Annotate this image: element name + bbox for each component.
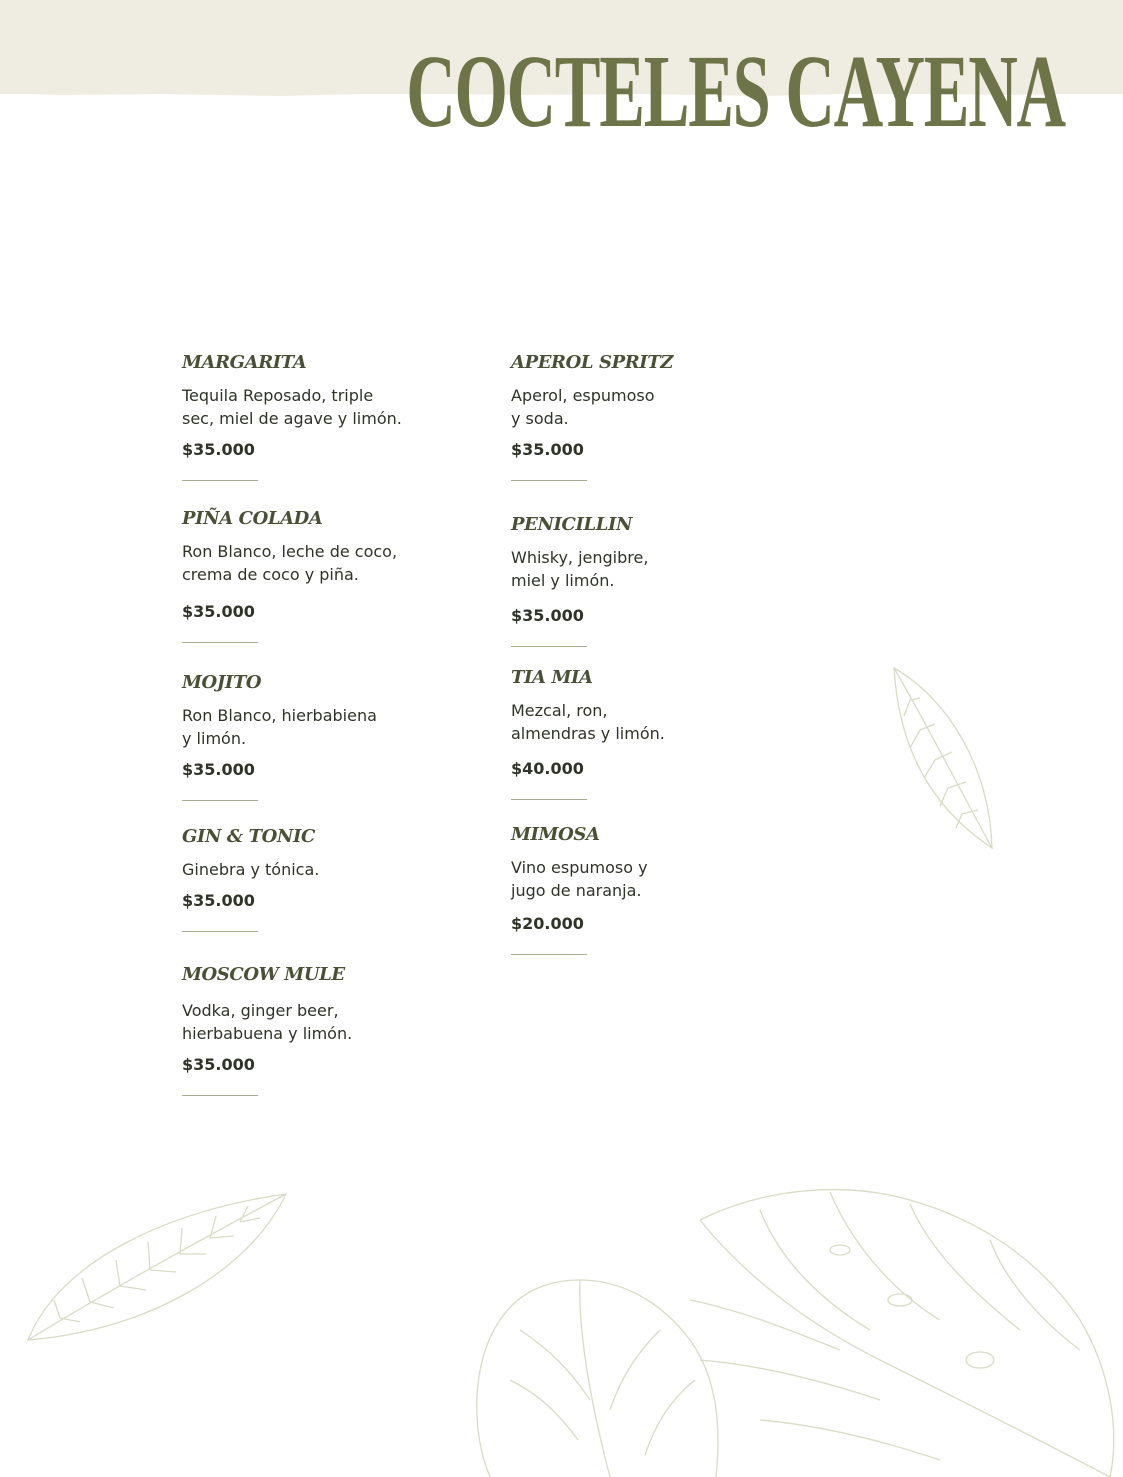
item-name: MOSCOW MULE <box>182 964 345 985</box>
menu-item <box>182 822 452 960</box>
page-title: COCTELES CAYENA <box>406 34 1065 149</box>
menu-column-left <box>182 348 452 1096</box>
leaf-illustration-bottom-left <box>20 1190 290 1350</box>
item-divider <box>182 480 258 481</box>
item-price: $35.000 <box>511 606 584 625</box>
item-divider <box>511 480 587 481</box>
menu-item <box>511 348 781 510</box>
item-divider <box>511 799 587 800</box>
menu-item <box>511 663 781 820</box>
item-name: MARGARITA <box>182 352 307 373</box>
item-name: PIÑA COLADA <box>182 508 323 529</box>
item-description: Tequila Reposado, triple sec, miel de agave y limón. <box>182 386 402 428</box>
item-name: PENICILLIN <box>511 514 633 535</box>
item-divider <box>182 642 258 643</box>
item-price: $35.000 <box>182 1055 255 1074</box>
item-description: Mezcal, ron, almendras y limón. <box>511 701 665 743</box>
item-price: $35.000 <box>182 440 255 459</box>
item-description: Ginebra y tónica. <box>182 860 320 879</box>
item-description: Whisky, jengibre, miel y limón. <box>511 548 649 590</box>
item-divider <box>511 954 587 955</box>
item-price: $35.000 <box>182 891 255 910</box>
item-price: $40.000 <box>511 759 584 778</box>
item-divider <box>182 931 258 932</box>
menu-item <box>511 820 781 955</box>
monstera-leaf-illustration <box>460 1180 1123 1477</box>
leaf-illustration-right <box>880 660 1000 860</box>
item-price: $35.000 <box>182 760 255 779</box>
item-description: Aperol, espumoso y soda. <box>511 386 655 428</box>
item-name: TIA MIA <box>511 667 593 688</box>
menu-column-right <box>511 348 781 955</box>
item-divider <box>182 1095 258 1096</box>
menu-item <box>511 510 781 663</box>
item-description: Ron Blanco, hierbabiena y limón. <box>182 706 377 748</box>
menu-item <box>182 504 452 668</box>
menu-item <box>182 960 452 1096</box>
item-name: APEROL SPRITZ <box>511 352 674 373</box>
menu-item <box>182 348 452 504</box>
menu-item <box>182 668 452 822</box>
item-price: $20.000 <box>511 914 584 933</box>
item-name: MOJITO <box>182 672 262 693</box>
item-price: $35.000 <box>511 440 584 459</box>
item-description: Ron Blanco, leche de coco, crema de coco y piña. <box>182 542 398 584</box>
item-description: Vino espumoso y jugo de naranja. <box>511 858 648 900</box>
item-divider <box>182 800 258 801</box>
item-price: $35.000 <box>182 602 255 621</box>
item-divider <box>511 646 587 647</box>
item-name: GIN & TONIC <box>182 826 315 847</box>
item-description: Vodka, ginger beer, hierbabuena y limón. <box>182 1001 353 1043</box>
item-name: MIMOSA <box>511 824 600 845</box>
